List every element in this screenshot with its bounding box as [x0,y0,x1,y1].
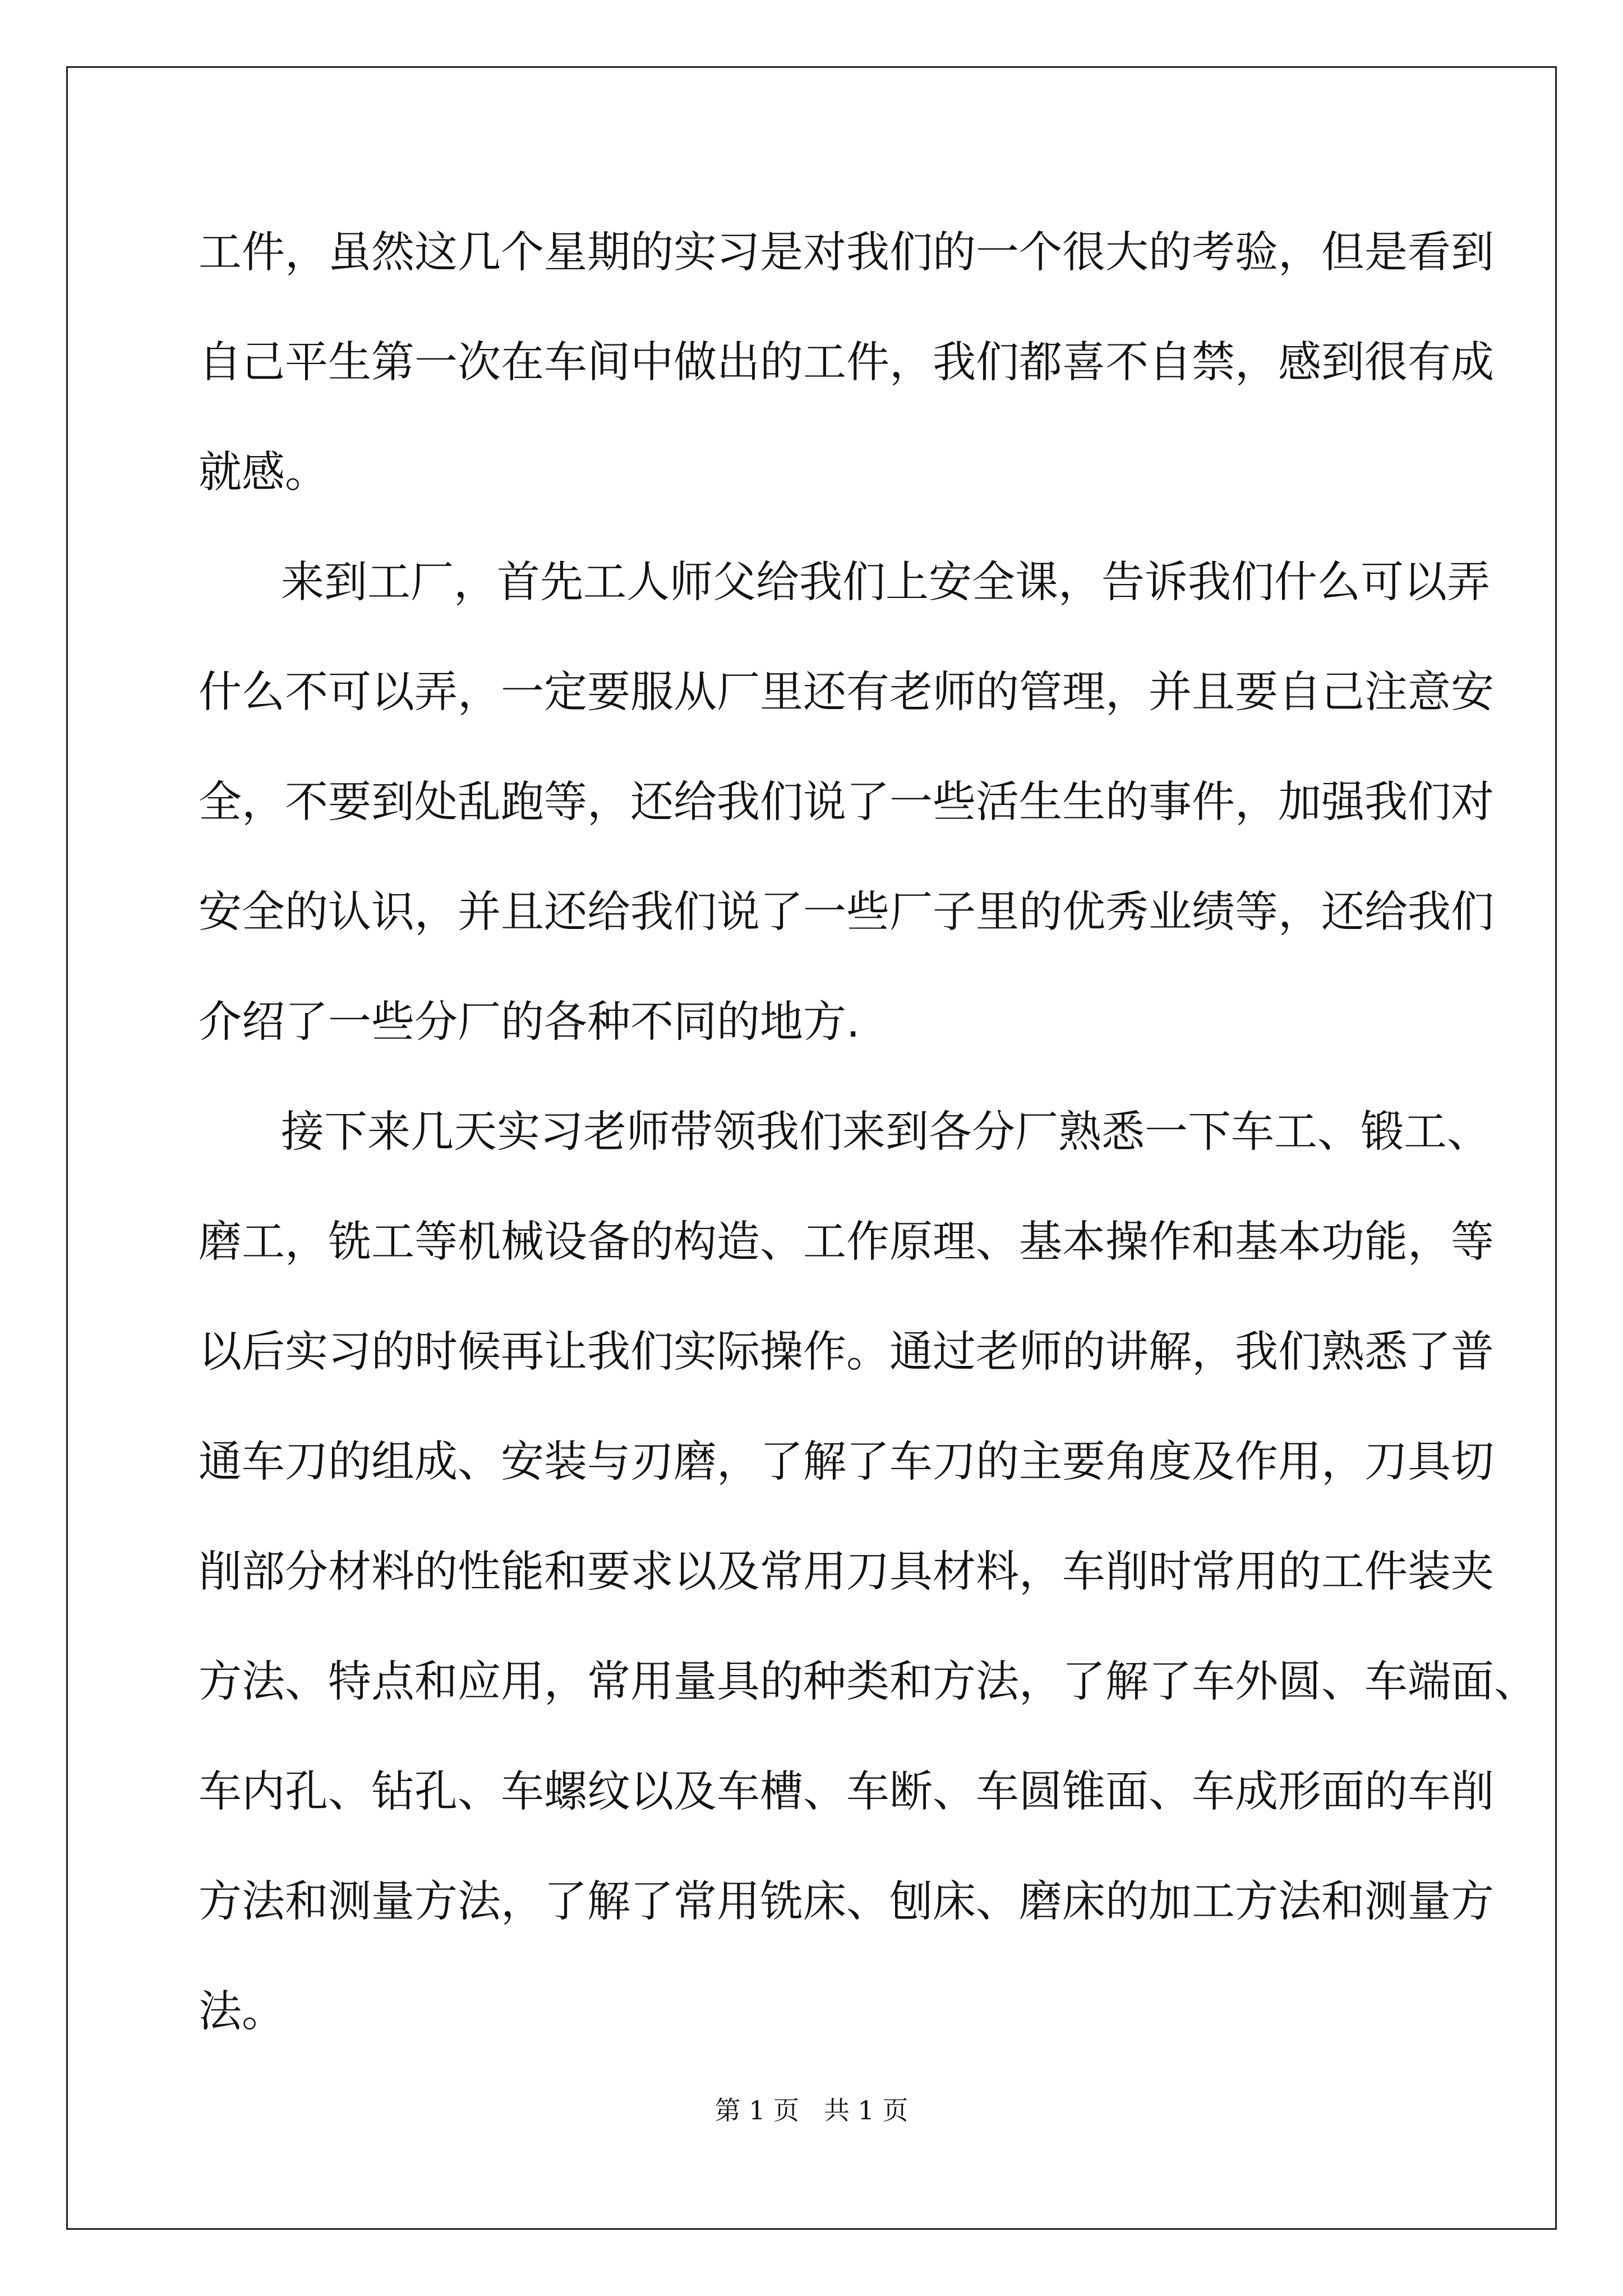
text-line: 磨工，铣工等机械设备的构造、工作原理、基本操作和基本功能，等 [199,1217,1494,1267]
document-body [199,206,1537,2076]
text-line: 车内孔、钻孔、车螺纹以及车槽、车断、车圆锥面、车成形面的车削 [199,1767,1494,1817]
text-line: 全，不要到处乱跑等，还给我们说了一些活生生的事件，加强我们对 [199,777,1494,827]
text-line: 方法、特点和应用，常用量具的种类和方法，了解了车外圆、车端面、 [199,1657,1537,1707]
page-number: 第 1 页 [714,2095,799,2125]
text-line: 什么不可以弄，一定要服从厂里还有老师的管理，并且要自己注意安 [199,668,1494,717]
page-footer [0,2093,1623,2127]
paragraph-first-line: 来到工厂，首先工人师父给我们上安全课，告诉我们什么可以弄 [281,558,1490,608]
text-line: 方法和测量方法，了解了常用铣床、刨床、磨床的加工方法和测量方 [199,1877,1494,1927]
page-total: 共 1 页 [824,2095,909,2125]
text-line: 以后实习的时候再让我们实际操作。通过老师的讲解，我们熟悉了普 [199,1327,1494,1377]
text-line: 通车刀的组成、安装与刃磨，了解了车刀的主要角度及作用，刀具切 [199,1437,1494,1487]
paragraph-first-line: 接下来几天实习老师带领我们来到各分厂熟悉一下车工、锻工、 [281,1107,1490,1157]
text-line: 法。 [199,1987,285,2037]
text-line: 介绍了一些分厂的各种不同的地方. [199,997,860,1047]
text-line: 削部分材料的性能和要求以及常用刀具材料，车削时常用的工件装夹 [199,1547,1494,1597]
text-line: 就感。 [199,448,328,498]
text-line: 安全的认识，并且还给我们说了一些厂子里的优秀业绩等，还给我们 [199,887,1494,937]
text-line: 工件，虽然这几个星期的实习是对我们的一个很大的考验，但是看到 [199,228,1494,278]
text-line: 自己平生第一次在车间中做出的工件，我们都喜不自禁，感到很有成 [199,338,1494,388]
